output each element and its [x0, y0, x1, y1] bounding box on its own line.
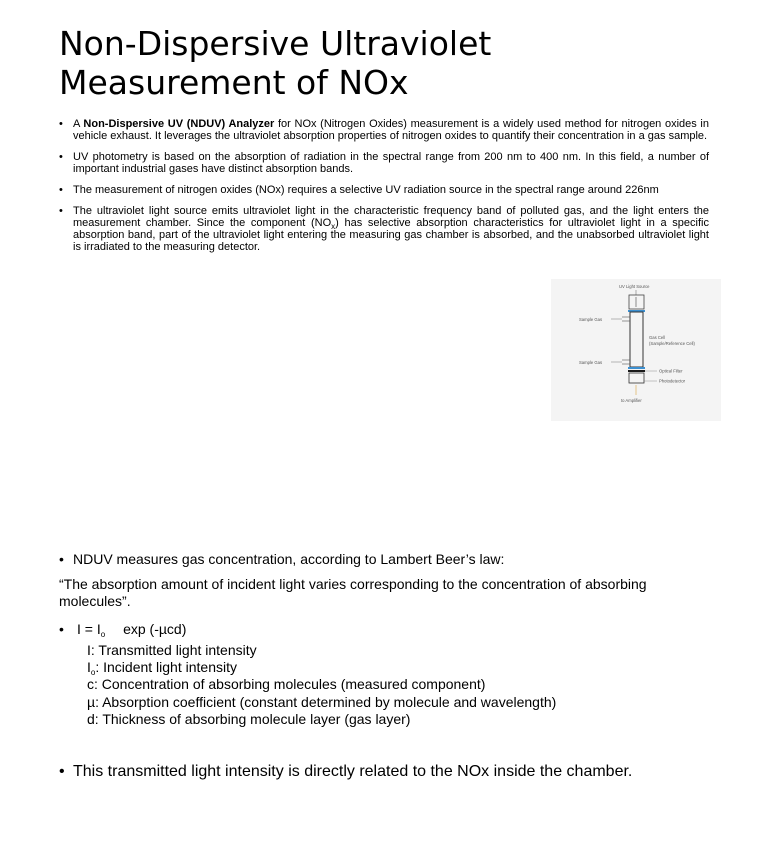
- def-concentration: c: Concentration of absorbing molecules (measured component): [87, 676, 486, 693]
- def-part: I: [87, 659, 91, 676]
- nduv-analyzer-diagram: [551, 279, 721, 421]
- law-quote: “The absorption amount of incident light varies corresponding to the concentration of absorbing molecules”.: [59, 576, 647, 609]
- bullet-nduv-analyzer: [59, 118, 709, 142]
- equation-part: I = I: [77, 621, 101, 637]
- def-absorption-coefficient: µ: Absorption coefficient (constant determined by molecule and wavelength): [87, 693, 557, 710]
- law-intro: NDUV measures gas concentration, according to Lambert Beer’s law:: [73, 551, 505, 567]
- bullet-text: The measurement of nitrogen oxides (NOx) requires a selective UV radiation source in the spectral range around 226nm: [73, 184, 659, 196]
- def-thickness: d: Thickness of absorbing molecule layer (gas layer): [87, 710, 411, 727]
- bullet-text: The ultraviolet light source emits ultraviolet light in the characteristic frequency band of polluted gas, and the light enters the measurement chamber. Since the component (NO: [73, 205, 709, 229]
- bullet-conclusion: [59, 762, 632, 781]
- label-gas-cell-1: Gas Cell: [649, 335, 666, 340]
- def-part: : Incident light intensity: [95, 659, 237, 676]
- label-sample-in: Sample Gas: [579, 317, 603, 322]
- def-incident: [87, 659, 556, 676]
- bullet-lambert-beer: [59, 551, 504, 568]
- bullet-selective-source: [59, 184, 709, 196]
- conclusion-text: This transmitted light intensity is directly related to the NOx inside the chamber.: [73, 763, 633, 780]
- bold-term: Non-Dispersive UV (NDUV) Analyzer: [83, 118, 275, 130]
- label-amplifier: to Amplifier: [621, 398, 642, 403]
- bullet-text: UV photometry is based on the absorption of radiation in the spectral range from 200 nm to 400 nm. In this field, a number of important industrial gases have distinct absorption bands.: [73, 151, 709, 175]
- equation-subscript: o: [100, 630, 106, 639]
- label-uv-source: UV Light Source: [619, 284, 650, 289]
- uv-lamp: [629, 295, 644, 309]
- photodetector: [629, 373, 644, 383]
- variable-definitions: [87, 642, 556, 728]
- label-gas-cell-2: (Sample/Reference Cell): [649, 341, 695, 346]
- diagram-svg: [551, 279, 721, 421]
- page-title: Non-Dispersive Ultraviolet Measurement of NOx: [59, 24, 492, 102]
- bullet-text: A: [73, 118, 84, 130]
- window-bottom: [628, 367, 645, 369]
- gas-cell: [630, 312, 643, 367]
- def-transmitted: I: Transmitted light intensity: [87, 642, 257, 658]
- optical-filter: [628, 370, 645, 372]
- bullet-text: for NOx (Nitrogen Oxides) measurement is a widely used method for nitrogen oxides in vehicle exhaust. It leverages the ultraviolet absorption properties of nitrogen oxides to quantify their concentration in a gas sample.: [73, 118, 709, 142]
- bullet-uv-photometry: [59, 151, 709, 175]
- label-sample-out: Sample Gas: [579, 360, 603, 365]
- bullet-text: ) has selective absorption characteristics for ultraviolet light in a specific absorption band, part of the ultraviolet light entering the measuring gas chamber is absorbed, and the unabsorbed ultraviolet light is irradiated to the measuring detector.: [73, 217, 709, 253]
- bullet-equation: [59, 621, 186, 638]
- def-subscript: o: [90, 668, 96, 678]
- bullet-light-path: [59, 205, 709, 253]
- subscript: x: [331, 222, 336, 231]
- equation-part: exp (-µcd): [119, 621, 187, 637]
- intro-bullet-list: [59, 118, 709, 262]
- label-photodetector: Photodetector: [659, 378, 686, 384]
- label-optical-filter: Optical Filter: [659, 368, 683, 374]
